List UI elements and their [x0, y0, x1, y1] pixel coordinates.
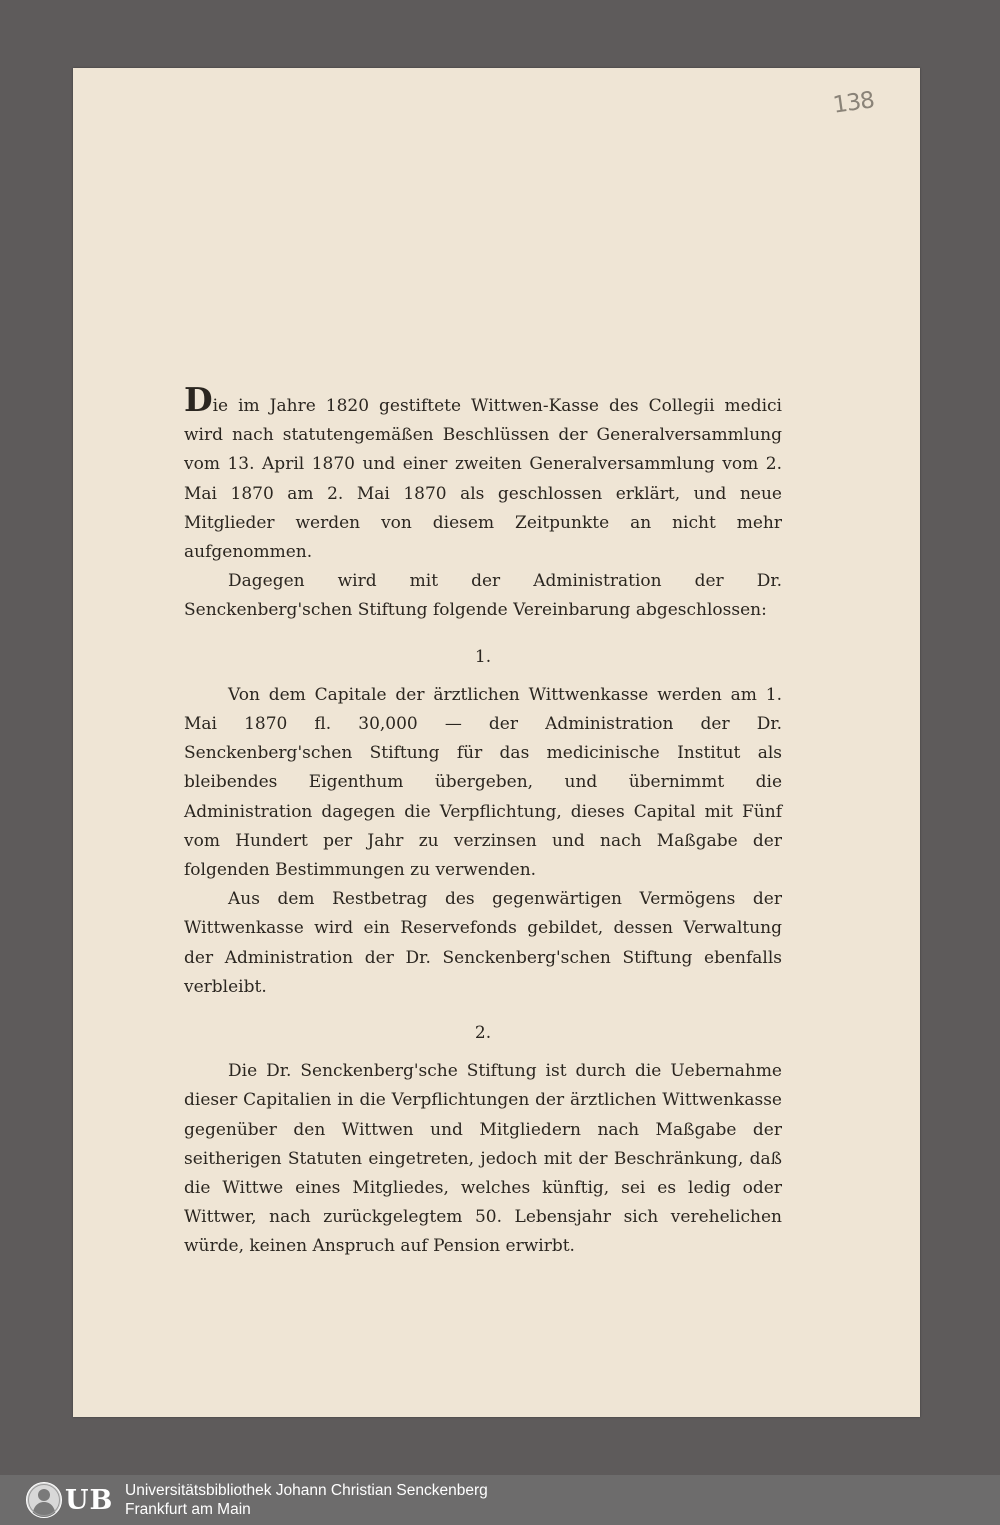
section-1-paragraph-2: Aus dem Restbetrag des gegenwärtigen Vermögens der Wittwenkasse wird ein Reservefonds gebildet, dessen Verwaltung der Administration der Dr. Senckenberg'schen Stiftung ebenfalls verbleibt.	[184, 889, 782, 997]
document-body	[184, 380, 782, 1262]
section-number-2: 2.	[474, 1023, 492, 1044]
section-2-paragraph-1: Die Dr. Senckenberg'sche Stiftung ist durch die Uebernahme dieser Capitalien in die Verpflichtungen der ärztlichen Wittwenkasse gegenüber den Wittwen und Mitgliedern nach Maßgabe der seitherigen Statuten eingetreten, jedoch mit der Beschränkung, daß die Wittwe eines Mitgliedes, welches künftig, sei es ledig oder Wittwer, nach zurückgelegtem 50. Lebensjahr sich verehelichen würde, keinen Anspruch auf Pension erwirbt.	[184, 1061, 782, 1257]
section-number-1: 1.	[474, 646, 492, 667]
library-footer	[0, 1475, 1000, 1525]
document-page	[73, 68, 920, 1417]
logo-text: UB	[65, 1484, 114, 1516]
drop-cap: D	[184, 380, 213, 419]
intro-paragraph-1-text: ie im Jahre 1820 gestiftete Wittwen-Kasse des Collegii medici wird nach statutengemäßen Beschlüssen der Generalversammlung vom 13. April 1870 und einer zweiten Generalversammlung vom 2. Mai 1870 am 2. Mai 1870 als geschlossen erklärt, und neue Mitglieder werden von diesem Zeitpunkte an nicht mehr aufgenommen.	[184, 396, 782, 563]
portrait-seal-icon	[26, 1482, 62, 1518]
section-1-paragraph-1: Von dem Capitale der ärztlichen Wittwenkasse werden am 1. Mai 1870 fl. 30,000 — der Administration der Dr. Senckenberg'schen Stiftung für das medicinische Institut als bleibendes Eigenthum übergeben, und übernimmt die Administration dagegen die Verpflichtung, dieses Capital mit Fünf vom Hundert per Jahr zu verzinsen und nach Maßgabe der folgenden Bestimmungen zu verwenden.	[184, 684, 782, 881]
intro-paragraph-2: Dagegen wird mit der Administration der Dr. Senckenberg'schen Stiftung folgende Vereinbarung abgeschlossen:	[184, 571, 782, 621]
intro-paragraph-1	[184, 380, 782, 567]
folio-number: 138	[831, 87, 876, 119]
library-name-line-1: Universitätsbibliothek Johann Christian Senckenberg	[125, 1482, 488, 1499]
library-name-line-2: Frankfurt am Main	[125, 1501, 251, 1518]
library-name	[125, 1481, 488, 1519]
library-logo	[26, 1482, 113, 1518]
